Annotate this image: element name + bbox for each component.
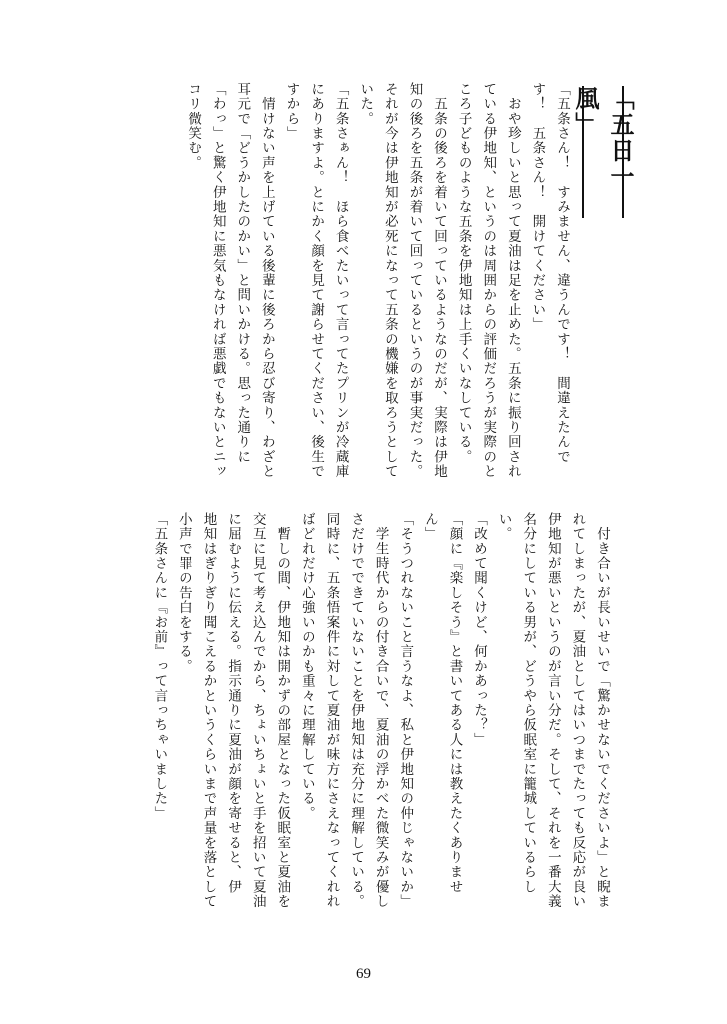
text-line: 知の後ろを五条が着いて回っているというのが事実だった。: [406, 82, 423, 479]
text-line: れてしまったが、夏油としてはいつまでたっても反応が良い: [569, 512, 586, 909]
text-line: 「五条さぁん！ ほら食べたいって言ってたプリンが冷蔵庫: [332, 82, 349, 479]
text-line: 「わっ」と驚く伊地知に悪気もなければ悪戯でもないとニッ: [209, 82, 226, 479]
text-line: すから」: [283, 82, 300, 141]
page-number: 69: [356, 966, 371, 982]
text-line: いた。: [357, 82, 374, 127]
text-line: 「改めて聞くけど、何かあった？」: [471, 512, 488, 748]
text-line: 「五条さんに『お前』って言っちゃいました」: [151, 512, 168, 821]
text-line: 同時に、五条悟案件に対して夏油が味方にさえなってくれれ: [323, 512, 340, 909]
text-line: 暫しの間、伊地知は開かずの部屋となった仮眠室と夏油を: [274, 512, 291, 909]
text-line: 耳元で「どうかしたのかい」と問いかける。思った通りに: [234, 82, 251, 465]
text-line: 交互に見て考え込んでから、ちょいちょいと手を招いて夏油: [249, 512, 266, 909]
text-line: ている伊地知、というのは周囲からの評価だろうが実際のと: [480, 82, 497, 479]
text-line: 「顔に『楽しそう』と書いてある人には教えたくありませ: [446, 512, 463, 895]
text-block-bottom: [122, 512, 614, 942]
text-line: 伊地知が悪いというのが言い分だ。そして、それを一番大義: [544, 512, 561, 909]
text-line: 小声で罪の告白をする。: [175, 512, 192, 674]
text-line: ん」: [421, 512, 438, 542]
text-line: 「そうつれないこと言うなよ、私と伊地知の仲じゃないか」: [397, 512, 414, 909]
text-line: 学生時代からの付き合いで、夏油の浮かべた微笑みが優し: [372, 512, 389, 909]
text-line: コリ微笑む。: [185, 82, 202, 171]
text-line: さだけでできていないことを伊地知は充分に理解している。: [348, 512, 365, 909]
chapter-title: 「五日一風」: [582, 86, 624, 218]
text-line: にありますよ。とにかく顔を見て謝らせてください、後生で: [308, 82, 325, 479]
text-block-top: [122, 82, 574, 502]
text-line: 五条の後ろを着いて回っているようなのだが、実際は伊地: [431, 82, 448, 479]
text-line: 情けない声を上げている後輩に後ろから忍び寄り、わざと: [258, 82, 275, 479]
text-line: い。: [495, 512, 512, 542]
text-line: 「五条さん！ すみません、違うんです！ 間違えたんで: [554, 82, 570, 465]
text-line: おや珍しいと思って夏油は足を止めた。五条に振り回され: [504, 82, 521, 479]
text-line: 地知はぎりぎり聞こえるかというくらいまで声量を落として: [200, 512, 217, 909]
text-line: 付き合いが長いせいで「驚かせないでくださいよ」と睨ま: [594, 512, 610, 909]
text-line: ころ子どものような五条を伊地知は上手くいなしている。: [455, 82, 472, 465]
text-line: ばどれだけ心強いのかも重々に理解している。: [298, 512, 315, 821]
text-line: に屈むように伝える。指示通りに夏油が顔を寄せると、伊: [225, 512, 242, 895]
text-line: 名分にしている男が、どうやら仮眠室に籠城しているらし: [520, 512, 537, 895]
text-line: す！ 五条さん！ 開けてください」: [529, 82, 546, 332]
text-line: それが今は伊地知が必死になって五条の機嫌を取ろうとして: [381, 82, 398, 479]
